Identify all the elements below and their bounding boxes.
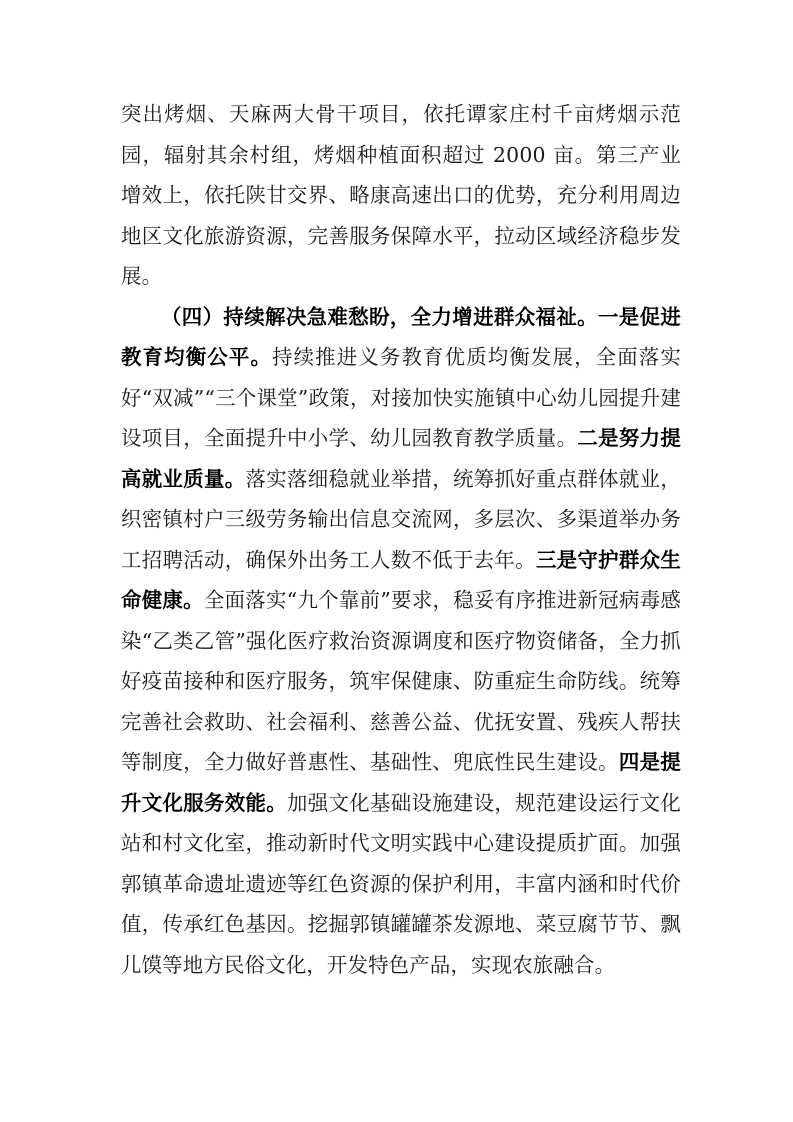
point-culture-text: 加强文化基础设施建设，规范建设运行文化站和村文化室，推动新时代文明实践中心建设提质扩面。加强郭镇革命遗址遗迹等红色资源的保护利用，丰富内涵和时代价值，传承红色基因。挖掘郭镇罐罐茶发源地、菜豆腐节节、飘儿馍等地方民俗文化，开发特色产品，实现农旅融合。 <box>121 790 681 977</box>
point-education-text: 持续推进义务教育优质均衡发展，全面落实好“双减”“三个课堂”政策，对接加快实施镇中心幼儿园提升建设项目，全面提升中小学、幼儿园教育教学质量。 <box>121 345 681 450</box>
paragraph-welfare <box>121 297 681 986</box>
point-employment-title: 二是努力提高就业质量。 <box>121 426 681 491</box>
paragraph-industry <box>121 94 681 297</box>
point-culture-title: 四是提升文化服务效能。 <box>121 750 681 815</box>
body-text <box>121 94 681 985</box>
paragraph-industry-text: 突出烤烟、天麻两大骨干项目，依托谭家庄村千亩烤烟示范园，辐射其余村组，烤烟种植面积超过 2000 亩。第三产业增效上，依托陕甘交界、略康高速出口的优势，充分利用周边地区文化旅游资源，完善服务保障水平，拉动区域经济稳步发展。 <box>121 102 681 288</box>
section-heading-four: （四）持续解决急难愁盼，全力增进群众福祉。 <box>161 304 598 329</box>
point-employment-text: 落实落细稳就业举措，统筹抓好重点群体就业，织密镇村户三级劳务输出信息交流网，多层次、多渠道举办务工招聘活动，确保外出务工人数不低于去年。 <box>121 466 681 572</box>
point-health-text: 全面落实“九个靠前”要求，稳妥有序推进新冠病毒感染“乙类乙管”强化医疗救治资源调度和医疗物资储备，全力抓好疫苗接种和医疗服务，筑牢保健康、防重症生命防线。统筹完善社会救助、社会福利、慈善公益、优抚安置、残疾人帮扶等制度，全力做好普惠性、基础性、兜底性民生建设。 <box>121 588 681 774</box>
point-health-title: 三是守护群众生命健康。 <box>121 547 682 612</box>
point-education-title: 一是促进教育均衡公平。 <box>121 304 681 369</box>
